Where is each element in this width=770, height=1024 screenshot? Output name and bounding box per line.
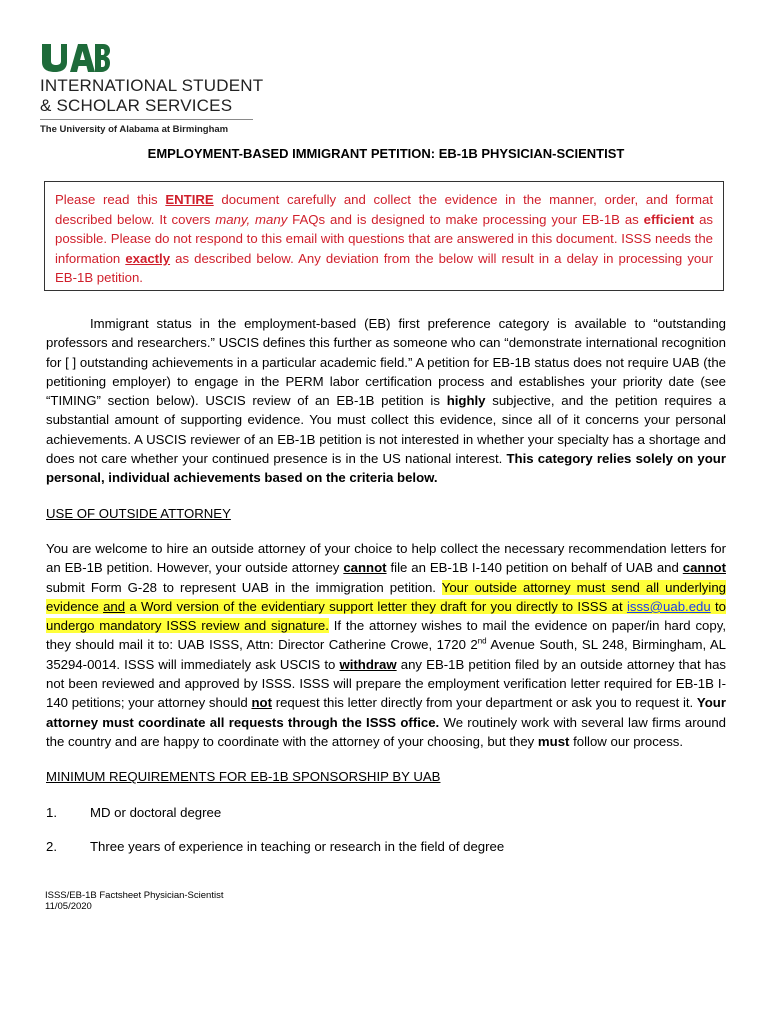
notice-many: many, many xyxy=(215,211,288,227)
page-footer xyxy=(45,890,223,912)
requirement-item xyxy=(46,837,726,856)
requirement-number: 2. xyxy=(46,838,57,854)
attorney-text: You are welcome to hire an outside attorney of your choice to help collect the necessary recommendation letters for an EB-1B petition. However, your outside attorney xyxy=(46,540,726,576)
attorney-highlight: a Word version of the evidentiary support letter they draft for you directly to ISSS at xyxy=(125,598,627,614)
requirement-item xyxy=(46,803,726,822)
intro-highly: highly xyxy=(446,393,486,409)
notice-text: Please read this xyxy=(55,192,166,207)
attorney-text: request this letter directly from your department or ask you to request it. xyxy=(271,695,697,711)
notice-box xyxy=(44,181,724,291)
attorney-text: If the attorney wishes to mail the evidence on paper/in hard copy, they should mail it to: UAB ISSS, Attn: Director Catherine Crowe, 1720 2 xyxy=(46,618,726,653)
requirement-text: MD or doctoral degree xyxy=(90,804,222,820)
attorney-cannot-2: cannot xyxy=(682,560,726,576)
attorney-text: file an EB-1B I-140 petition on behalf of UAB and xyxy=(386,560,683,576)
attorney-heading-text: USE OF OUTSIDE ATTORNEY xyxy=(46,505,231,521)
uab-logo-mark xyxy=(40,44,110,72)
requirement-number: 1. xyxy=(46,804,57,820)
document-title: EMPLOYMENT-BASED IMMIGRANT PETITION: EB-1B PHYSICIAN-SCIENTIST xyxy=(147,146,625,161)
intro-text: subjective, and the petition requires a substantial amount of supporting evidence. You must collect this evidence, since all of it concerns your personal achievements. A USCIS reviewer of an EB-1B petition is not interested in whether your specialty has a shortage and does not care whether your continued presence is in the US national interest. xyxy=(46,393,726,467)
logo-subtitle: The University of Alabama at Birmingham xyxy=(40,124,229,135)
attorney-text: any EB-1B petition filed by an outside attorney that has not been reviewed and approved by ISSS. ISSS will prepare the employment verification letter required for EB-1B I-140 petitions; your attorney should xyxy=(46,656,726,711)
logo-divider xyxy=(40,119,253,120)
attorney-highlight-and: and xyxy=(103,598,126,614)
requirements-heading-text: MINIMUM REQUIREMENTS FOR EB-1B SPONSORSHIP BY UAB xyxy=(46,769,441,785)
attorney-cannot-1: cannot xyxy=(343,560,387,576)
attorney-not: not xyxy=(251,695,272,711)
notice-entire: ENTIRE xyxy=(165,192,214,207)
attorney-text: submit Form G-28 to represent UAB in the immigration petition. xyxy=(46,579,442,595)
logo-line-international-student: INTERNATIONAL STUDENT xyxy=(40,76,264,95)
uab-isss-logo xyxy=(40,44,270,135)
attorney-text: Avenue South, SL 248, Birmingham, AL 35294-0014. ISSS will immediately ask USCIS to xyxy=(46,637,726,672)
attorney-text: We routinely work with several law firms around the country and are happy to coordinate with the attorney of your choosing, but they xyxy=(46,714,726,749)
isss-email-link[interactable]: isss@uab.edu xyxy=(626,598,711,614)
footer-date: 11/05/2020 xyxy=(45,901,92,912)
notice-text: as described below. Any deviation from the below will result in a delay in processing your EB-1B petition. xyxy=(55,250,713,286)
intro-text: Immigrant status in the employment-based (EB) first preference category is available to “outstanding professors and researchers.” USCIS defines this further as someone who can “demonstrate international recognition for [ ] outstanding achievements in a particular academic field.” A petition for EB-1B status does not require UAB (the petitioning employer) to engage in the PERM labor certification process and establishes your priority date (see “TIMING” section below). USCIS review of an EB-1B petition is xyxy=(46,316,726,409)
notice-text: as possible. Please do not respond to this email with questions that are answered in this document. ISSS needs the information xyxy=(55,211,714,266)
attorney-paragraph xyxy=(46,539,726,751)
intro-emphasis: This category relies solely on your personal, individual achievements based on the criteria below. xyxy=(46,451,726,486)
ordinal-superscript: nd xyxy=(477,637,487,647)
requirements-heading xyxy=(46,767,726,786)
notice-text: document carefully and collect the evidence in the manner, order, and format described below. It covers xyxy=(55,192,713,227)
attorney-highlight: Your outside attorney must send all underlying evidence xyxy=(46,579,726,614)
notice-efficient: efficient xyxy=(643,211,695,227)
attorney-text: follow our process. xyxy=(569,733,684,749)
attorney-withdraw: withdraw xyxy=(339,656,397,672)
attorney-must: must xyxy=(537,733,570,749)
requirement-text: Three years of experience in teaching or research in the field of degree xyxy=(90,838,505,854)
attorney-highlight: to undergo mandatory ISSS review and signature. xyxy=(46,598,726,634)
footer-document-name: ISSS/EB-1B Factsheet Physician-Scientist xyxy=(45,890,224,901)
attorney-heading xyxy=(46,504,726,523)
intro-paragraph xyxy=(46,314,726,488)
logo-line-scholar-services: & SCHOLAR SERVICES xyxy=(40,96,233,115)
attorney-coordinate: Your attorney must coordinate all requests through the ISSS office. xyxy=(46,695,726,730)
document-body xyxy=(46,314,726,856)
notice-text: FAQs and is designed to make processing your EB-1B as xyxy=(287,211,644,227)
notice-exactly: exactly xyxy=(125,250,171,266)
